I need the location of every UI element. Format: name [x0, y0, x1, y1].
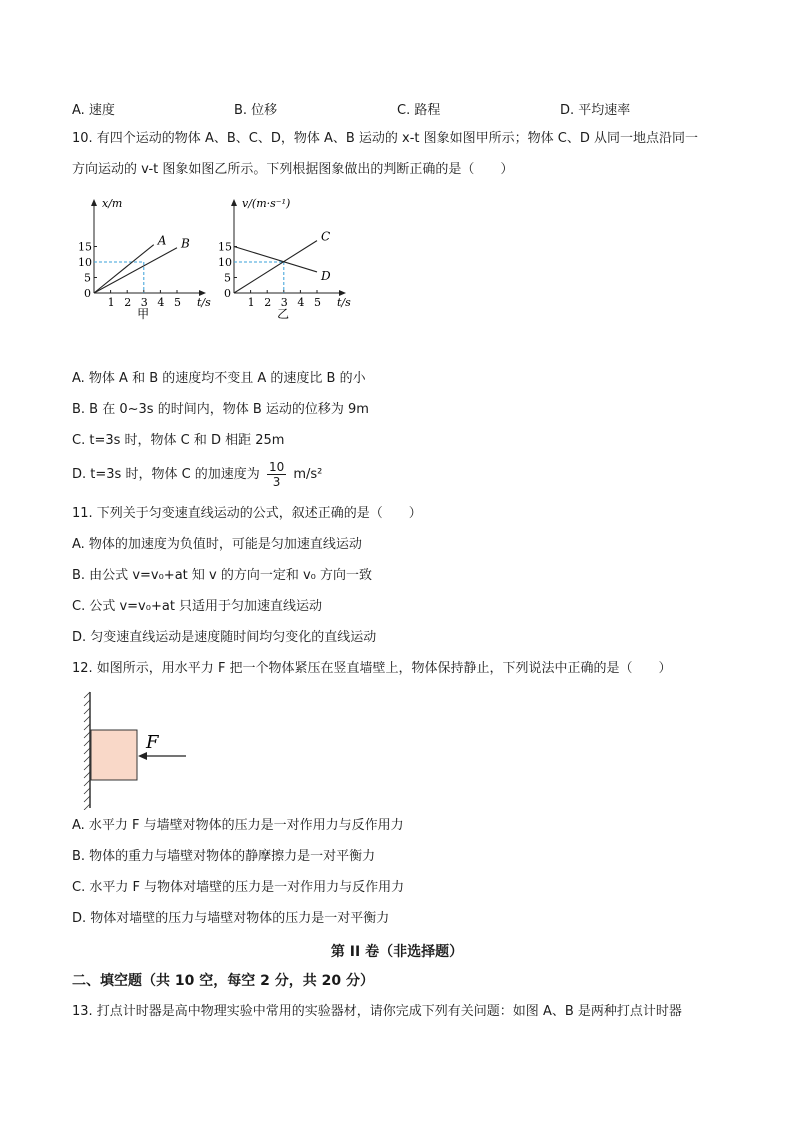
chart-jia-x-tick-label: 1: [107, 296, 115, 309]
q11-stem: 11. 下列关于匀变速直线运动的公式，叙述正确的是（ ）: [72, 506, 422, 521]
q9-option-b: B. 位移: [234, 103, 278, 118]
q10-option-d-fraction: [267, 460, 286, 489]
q10-stem-line1: 10. 有四个运动的物体 A、B、C、D，物体 A、B 运动的 x-t 图象如图甲所示；物体 C、D 从同一地点沿同一: [72, 131, 699, 146]
q10-option-a: A. 物体 A 和 B 的速度均不变且 A 的速度比 B 的小: [72, 371, 366, 386]
fraction-denominator: 3: [272, 475, 281, 489]
chart-jia-series-a: [94, 245, 154, 293]
chart-jia-x-tick-label: 3: [140, 296, 148, 309]
chart-yi-x-tick-label: 5: [314, 296, 321, 309]
q12-option-d: D. 物体对墙壁的压力与墙壁对物体的压力是一对平衡力: [72, 911, 390, 926]
chart-yi-y-tick-label: 10: [218, 256, 232, 269]
chart-jia-origin-label: 0: [84, 287, 91, 300]
q12-option-c: C. 水平力 F 与物体对墙壁的压力是一对作用力与反作用力: [72, 880, 405, 895]
chart-yi-series-d: [234, 247, 317, 272]
chart-jia: [72, 190, 212, 325]
wall-hatching: [84, 692, 90, 810]
q12-option-a: A. 水平力 F 与墙壁对物体的压力是一对作用力与反作用力: [72, 818, 404, 833]
q10-stem-line2: 方向运动的 v-t 图象如图乙所示。下列根据图象做出的判断正确的是（ ）: [72, 162, 514, 177]
chart-yi-x-tick-label: 4: [297, 296, 305, 309]
chart-jia-y-tick-label: 15: [78, 240, 92, 254]
force-arrowhead: [138, 752, 147, 760]
chart-jia-series-label-b: B: [181, 236, 190, 251]
chart-yi-x-label: t/s: [337, 296, 351, 309]
chart-yi-y-tick-label: 5: [224, 271, 231, 285]
chart-jia-caption: 甲: [137, 307, 150, 321]
chart-jia-y-label: x/m: [102, 197, 123, 210]
chart-yi-series-label-c: C: [321, 229, 331, 244]
q13-stem: 13. 打点计时器是高中物理实验中常用的实验器材，请你完成下列有关问题：如图 A、B 是两种打点计时器: [72, 1004, 682, 1019]
chart-yi-x-tick-label: 1: [247, 296, 255, 309]
chart-jia-x-tick-label: 4: [157, 296, 165, 309]
chart-jia-x-tick-label: 2: [124, 296, 132, 309]
section-title: 第 II 卷（非选择题）: [330, 944, 464, 960]
block: [91, 730, 137, 780]
chart-yi: [212, 190, 362, 325]
q9-option-d: D. 平均速率: [560, 103, 631, 118]
chart-jia-series-b: [94, 248, 177, 293]
chart-yi-x-tick-label: 3: [280, 296, 288, 309]
wall-block-figure: [80, 690, 195, 810]
q10-option-b: B. B 在 0~3s 的时间内，物体 B 运动的位移为 9m: [72, 402, 369, 417]
chart-yi-x-tick-label: 2: [264, 296, 272, 309]
chart-yi-origin-label: 0: [224, 287, 231, 300]
chart-jia-y-tick-label: 10: [78, 256, 92, 269]
fraction-numerator: 10: [268, 460, 285, 474]
chart-jia-x-label: t/s: [197, 296, 211, 309]
q12-stem: 12. 如图所示，用水平力 F 把一个物体紧压在竖直墙壁上，物体保持静止，下列说法中正确的是（ ）: [72, 661, 672, 676]
force-label: F: [146, 732, 159, 753]
q11-option-a: A. 物体的加速度为负值时，可能是匀加速直线运动: [72, 537, 362, 552]
chart-yi-caption: 乙: [277, 307, 290, 321]
q10-option-d-text: D. t=3s 时，物体 C 的加速度为: [72, 467, 260, 482]
chart-jia-x-tick-label: 5: [174, 296, 181, 309]
q10-option-c: C. t=3s 时，物体 C 和 D 相距 25m: [72, 433, 285, 448]
q11-option-b: B. 由公式 v=v₀+at 知 v 的方向一定和 v₀ 方向一致: [72, 568, 373, 583]
q11-option-c: C. 公式 v=v₀+at 只适用于匀加速直线运动: [72, 599, 323, 614]
chart-yi-series-c: [234, 241, 317, 293]
chart-jia-y-arrow: [91, 199, 97, 206]
chart-yi-y-tick-label: 15: [218, 240, 232, 254]
chart-yi-y-label: v/(m·s⁻¹): [242, 197, 291, 210]
part-heading: 二、填空题（共 10 空，每空 2 分，共 20 分）: [72, 973, 374, 989]
q9-option-c: C. 路程: [397, 103, 441, 118]
chart-yi-series-label-d: D: [321, 268, 331, 283]
q10-option-d: [72, 460, 322, 490]
chart-yi-y-arrow: [231, 199, 237, 206]
q10-option-d-unit: m/s²: [293, 467, 323, 482]
q12-option-b: B. 物体的重力与墙壁对物体的静摩擦力是一对平衡力: [72, 849, 376, 864]
q11-option-d: D. 匀变速直线运动是速度随时间均匀变化的直线运动: [72, 630, 377, 645]
chart-jia-series-label-a: A: [157, 233, 167, 248]
chart-jia-y-tick-label: 5: [84, 271, 91, 285]
q9-options: [0, 99, 794, 117]
q9-option-a: A. 速度: [72, 103, 115, 118]
